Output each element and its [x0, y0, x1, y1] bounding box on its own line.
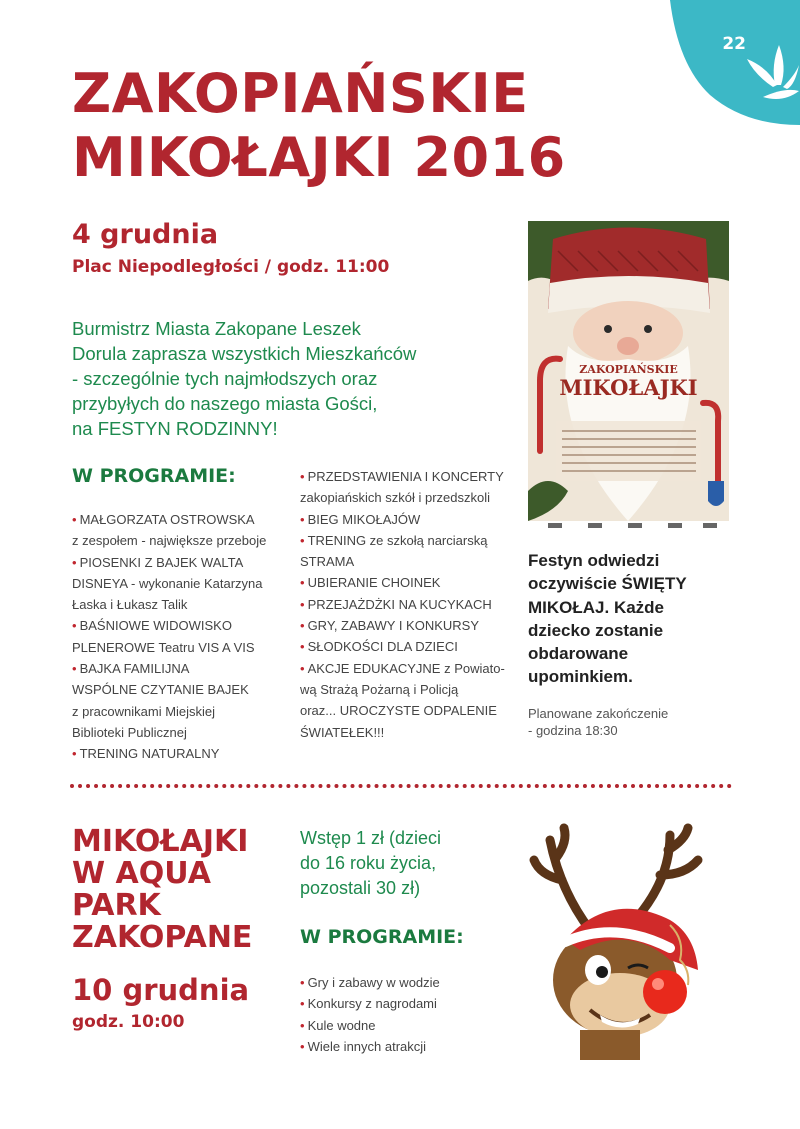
entry-line: pozostali 30 zł) [300, 878, 421, 898]
program-item: • BAŚNIOWE WIDOWISKO [72, 615, 297, 636]
program-item: ŚWIATEŁEK!!! [300, 724, 385, 740]
program-item: • BIEG MIKOŁAJÓW [300, 509, 515, 530]
program-item: • MAŁGORZATA OSTROWSKA [72, 509, 297, 530]
poster-title-big: MIKOŁAJKI [559, 375, 698, 400]
event2-entry-fee [300, 826, 500, 901]
intro-line: Dorula zaprasza wszystkich Mieszkańców [72, 343, 417, 364]
festyn-line: oczywiście ŚWIĘTY [528, 574, 687, 594]
event2-date: 10 grudnia [72, 973, 250, 1007]
program-item: PLENEROWE Teatru VIS A VIS [72, 639, 255, 655]
program-item: • PRZEJAŻDŻKI NA KUCYKACH [300, 594, 515, 615]
program-item: • Konkursy z nagrodami [300, 993, 510, 1014]
event-poster-image [528, 221, 729, 531]
program-item: wą Strażą Pożarną i Policją [300, 681, 459, 697]
entry-line: Wstęp 1 zł (dzieci [300, 828, 442, 848]
festyn-note [528, 549, 718, 689]
event2-title-line: ZAKOPANE [72, 920, 253, 955]
intro-line: Burmistrz Miasta Zakopane Leszek [72, 318, 361, 339]
program-item: • GRY, ZABAWY I KONKURSY [300, 615, 515, 636]
event1-date: 4 grudnia [72, 219, 219, 250]
program-item: • PIOSENKI Z BAJEK WALTA [72, 552, 297, 573]
program-item: Biblioteki Publicznej [72, 724, 187, 740]
event1-intro [72, 316, 492, 441]
festyn-line: dziecko zostanie [528, 620, 664, 640]
festyn-line: upominkiem. [528, 667, 633, 687]
poster-title [528, 363, 729, 399]
program-item: STRAMA [300, 554, 355, 570]
closing-time-note [528, 705, 718, 739]
festyn-line: MIKOŁAJ. Każde [528, 597, 665, 617]
page-title [72, 62, 692, 190]
program-item: • UBIERANIE CHOINEK [300, 572, 515, 593]
program-item: z pracownikami Miejskiej [72, 703, 216, 719]
event2-program-heading: W PROGRAMIE: [300, 926, 464, 948]
program-item: • TRENING NATURALNY [72, 743, 297, 764]
event2-program-list [300, 972, 510, 1057]
title-line-1: ZAKOPIAŃSKIE [72, 62, 529, 125]
event2-time: godz. 10:00 [72, 1012, 185, 1032]
program-item: zakopiańskich szkół i przedszkoli [300, 490, 491, 506]
event1-program-heading: W PROGRAMIE: [72, 465, 236, 487]
page-number: 22 [722, 34, 746, 54]
program-item: • Gry i zabawy w wodzie [300, 972, 510, 993]
festyn-line: obdarowane [528, 644, 629, 664]
closing-line: Planowane zakończenie [528, 706, 669, 721]
event2-title-line: W AQUA [72, 856, 211, 891]
event2-title-line: MIKOŁAJKI [72, 824, 249, 859]
event1-program-list-col1 [72, 509, 297, 765]
poster-title-small: ZAKOPIAŃSKIE [579, 363, 678, 376]
event2-title [72, 826, 252, 954]
program-item: WSPÓLNE CZYTANIE BAJEK [72, 682, 249, 698]
entry-line: do 16 roku życia, [300, 853, 437, 873]
reindeer-illustration [520, 820, 730, 1060]
title-line-2: MIKOŁAJKI 2016 [72, 126, 566, 189]
program-item: Łaska i Łukasz Talik [72, 597, 188, 613]
intro-line: - szczególnie tych najmłodszych oraz [72, 368, 378, 389]
program-item: • Wiele innych atrakcji [300, 1036, 510, 1057]
program-item: DISNEYA - wykonanie Katarzyna [72, 575, 263, 591]
event2-title-line: PARK [72, 888, 161, 923]
program-item: • TRENING ze szkołą narciarską [300, 530, 515, 551]
section-divider [70, 784, 732, 788]
program-item: • PRZEDSTAWIENIA I KONCERTY [300, 466, 515, 487]
program-item: oraz... UROCZYSTE ODPALENIE [300, 703, 497, 719]
program-item: • Kule wodne [300, 1015, 510, 1036]
festyn-line: Festyn odwiedzi [528, 551, 660, 570]
program-item: • AKCJE EDUKACYJNE z Powiato- [300, 658, 515, 679]
closing-line: - godzina 18:30 [528, 723, 618, 738]
intro-line: na FESTYN RODZINNY! [72, 418, 278, 439]
program-item: • SŁODKOŚCI DLA DZIECI [300, 636, 515, 657]
intro-line: przybyłych do naszego miasta Gości, [72, 393, 378, 414]
event1-place: Plac Niepodległości / godz. 11:00 [72, 257, 390, 277]
event1-program-list-col2 [300, 466, 515, 743]
program-item: • BAJKA FAMILIJNA [72, 658, 297, 679]
program-item: z zespołem - największe przeboje [72, 533, 267, 549]
